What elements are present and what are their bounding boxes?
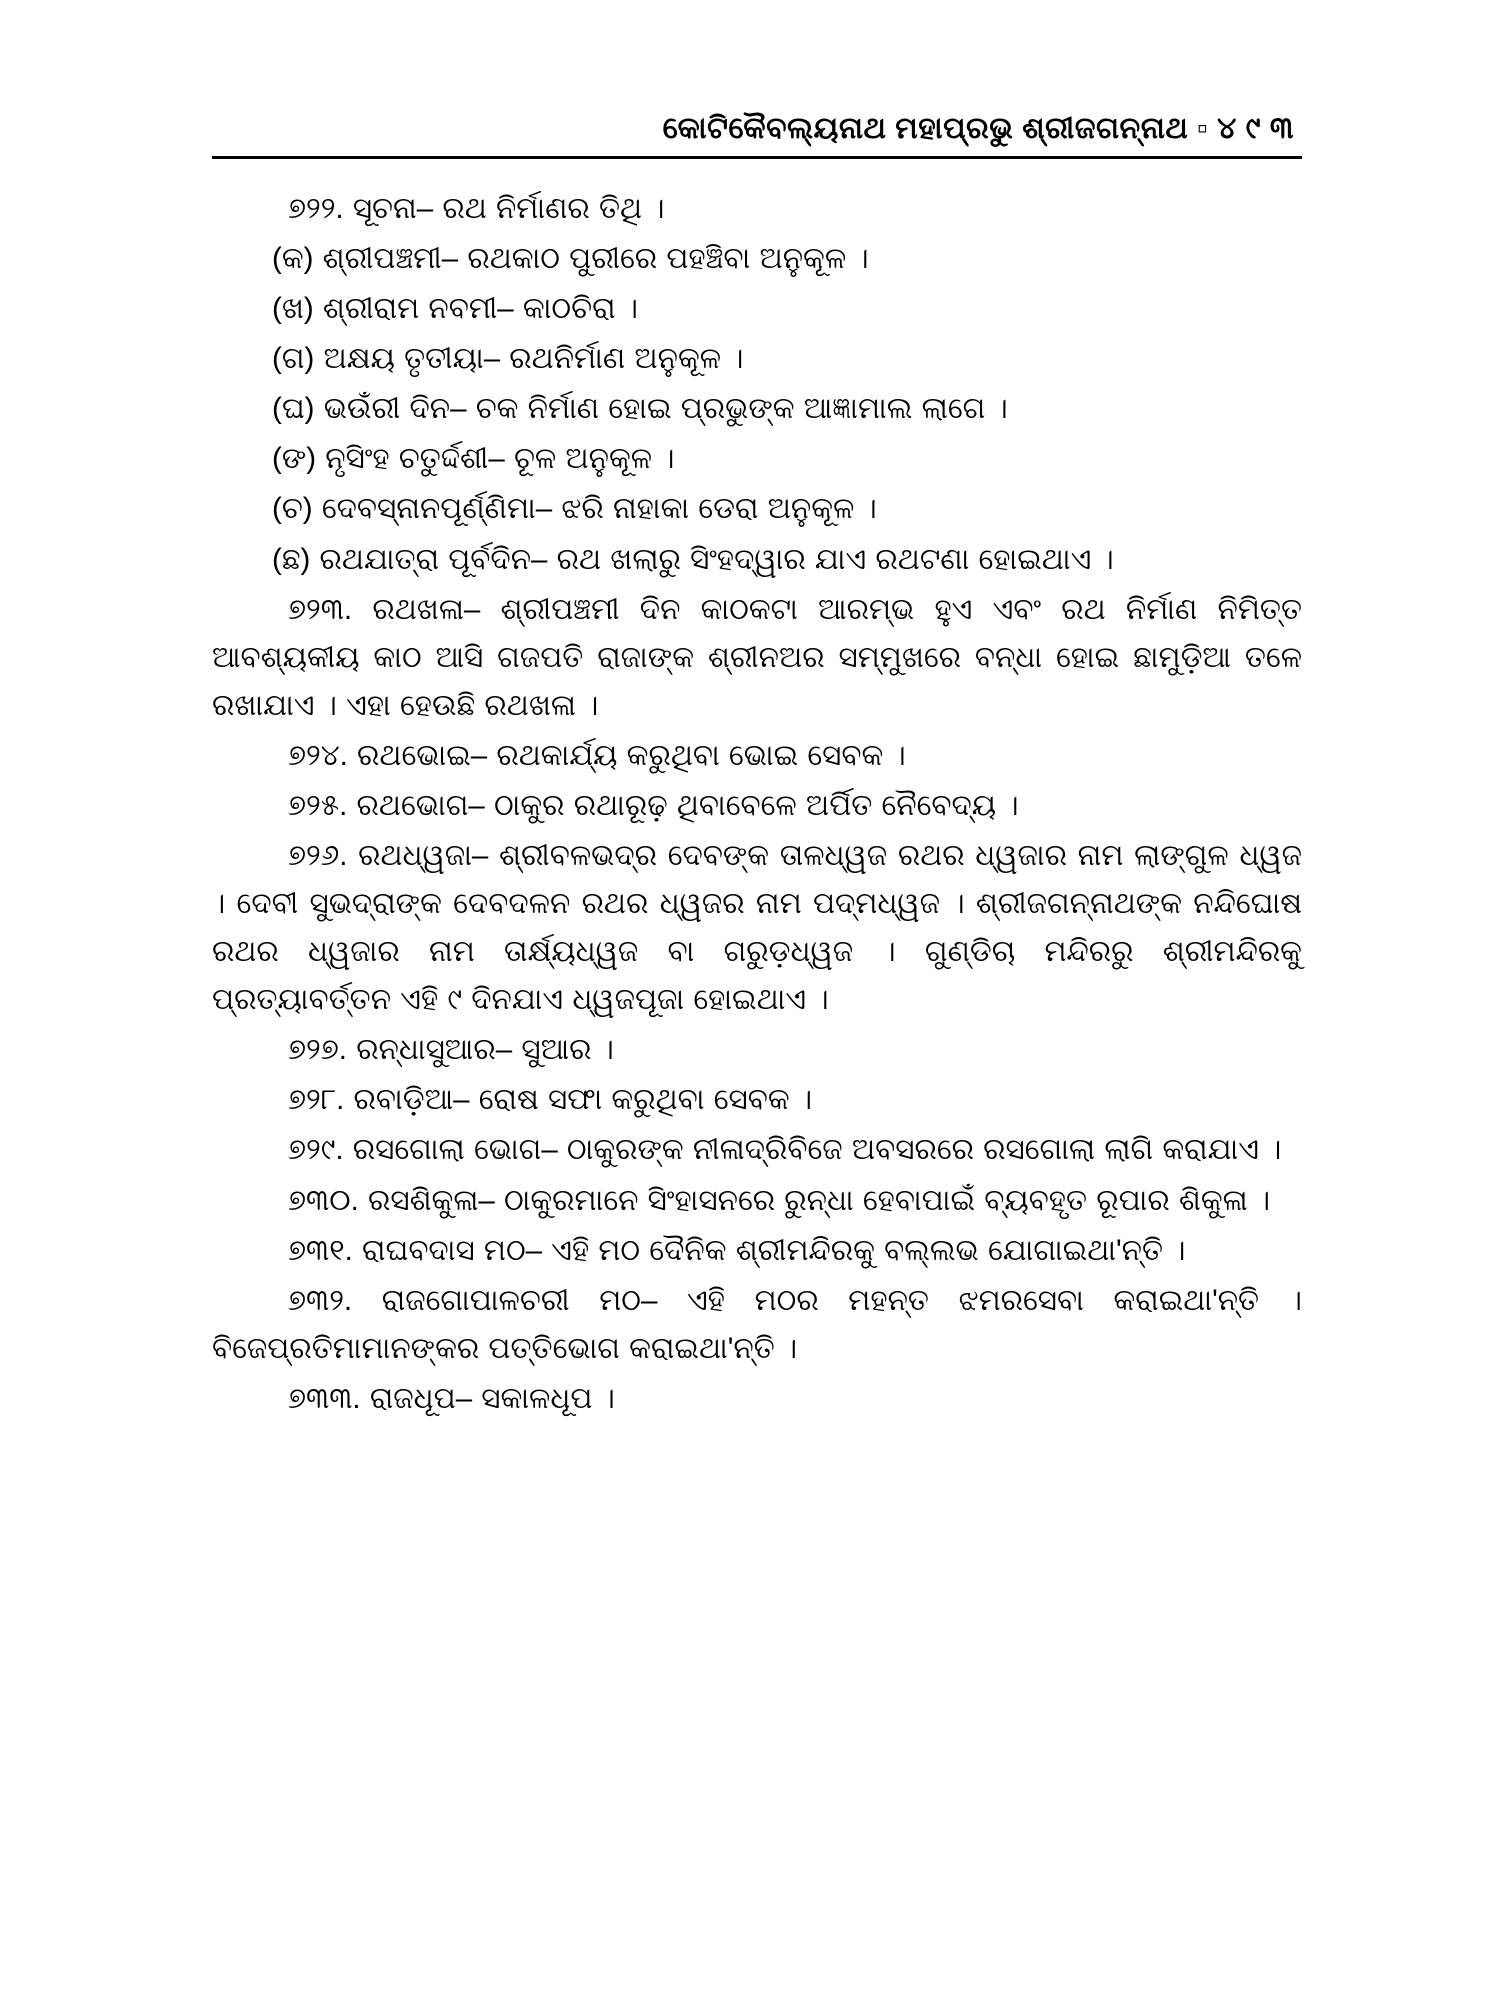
paragraph: ୭୨୯. ରସଗୋଲା ଭୋଗ– ଠାକୁରଙ୍କ ନୀଳାଦ୍ରିବିଜେ ଅବସରରେ ରସଗୋଲା ଲାଗି କରାଯାଏ । — [288, 1133, 1282, 1167]
page-content — [212, 112, 1302, 1425]
paragraph: ୭୨୮. ରବାଡ଼ିଆ– ରୋଷ ସଫା କରୁଥିବା ସେବକ । — [288, 1083, 813, 1117]
page-header: କୋଟିକୈବଲ୍ୟନାଥ ମହାପ୍ରଭୁ ଶ୍ରୀଜଗନ୍ନାଥ ▫ ୪ ୯ ୩ — [662, 112, 1294, 145]
paragraph: (ଚ) ଦେବସ୍ନାନପୂର୍ଣ୍ଣିମା– ଝରି ନାହାକା ଡେରା ଅନୁକୂଳ । — [272, 492, 877, 526]
paragraph: ୭୩୩. ରାଜଧୂପ– ସକାଳଧୂପ । — [288, 1381, 615, 1415]
paragraph: ୭୨୭. ରନ୍ଧାସୁଆର– ସୁଆର । — [288, 1033, 614, 1067]
paragraph: ୭୨୪. ରଥଭୋଇ– ରଥକାର୍ଯ୍ୟ କରୁଥିବା ଭୋଇ ସେବକ । — [288, 738, 906, 772]
paragraph: ୭୩୨. ରାଜଗୋପାଳଚରୀ ମଠ– ଏହି ମଠର ମହନ୍ତ ଝମରସେବା କରାଇଥା'ନ୍ତି । ବିଜେପ୍ରତିମାମାନଙ୍କର ପତ୍ତିଭୋଗ କରାଇଥା'ନ୍ତି । — [212, 1283, 1302, 1365]
paragraph: ୭୨୨. ସୂଚନା– ରଥ ନିର୍ମାଣର ତିଥି । — [288, 192, 665, 225]
paragraph: ୭୨୬. ରଥଧ୍ୱଜା– ଶ୍ରୀବଳଭଦ୍ର ଦେବଙ୍କ ତାଳଧ୍ୱଜ ରଥର ଧ୍ୱଜାର ନାମ ଲାଙ୍ଗୁଳ ଧ୍ୱଜ । ଦେବୀ ସୁଭଦ୍ରାଙ୍କ ଦେବଦଳନ ରଥର ଧ୍ୱଜର ନାମ ପଦ୍ମଧ୍ୱଜ । ଶ୍ରୀଜଗନ୍ନାଥଙ୍କ ନନ୍ଦିଘୋଷ ରଥର ଧ୍ୱଜାର ନାମ ତାର୍କ୍ଷ୍ୟଧ୍ୱଜ ବା ଗରୁଡ଼ଧ୍ୱଜ । ଗୁଣ୍ଡିଚା ମନ୍ଦିରରୁ ଶ୍ରୀମନ୍ଦିରକୁ ପ୍ରତ୍ୟାବର୍ତ୍ତନ ଏହି ୯ ଦିନଯାଏ ଧ୍ୱଜପୂଜା ହୋଇଥାଏ । — [212, 839, 1302, 1017]
paragraph: ୭୨୫. ରଥଭୋଗ– ଠାକୁର ରଥାରୂଢ଼ ଥିବାବେଳେ ଅର୍ପିତ ନୈବେଦ୍ୟ । — [288, 788, 1019, 822]
paragraph: (ଗ) ଅକ୍ଷୟ ତୃତୀୟା– ରଥନିର୍ମାଣ ଅନୁକୂଳ । — [272, 342, 744, 376]
paragraph: ୭୩୦. ରସଶିକୁଳା– ଠାକୁରମାନେ ସିଂହାସନରେ ରୁନ୍ଧା ହେବାପାଇଁ ବ୍ୟବହୃତ ରୂପାର ଶିକୁଳା । — [288, 1183, 1271, 1217]
paragraph: ୭୨୩. ରଥଖଳା– ଶ୍ରୀପଞ୍ଚମୀ ଦିନ କାଠକଟା ଆରମ୍ଭ ହୁଏ ଏବଂ ରଥ ନିର୍ମାଣ ନିମିତ୍ତ ଆବଶ୍ୟକୀୟ କାଠ ଆସି ଗଜପତି ରାଜାଙ୍କ ଶ୍ରୀନଅର ସମ୍ମୁଖରେ ବନ୍ଧା ହୋଇ ଛାମୁଡ଼ିଆ ତଳେ ରଖାଯାଏ । ଏହା ହେଉଛି ରଥଖଳା । — [212, 592, 1302, 722]
paragraph: (ଘ) ଭଉଁରୀ ଦିନ– ଚକ ନିର୍ମାଣ ହୋଇ ପ୍ରଭୁଙ୍କ ଆଜ୍ଞାମାଲ ଲାଗେ । — [272, 392, 1008, 426]
paragraph: ୭୩୧. ରାଘବଦାସ ମଠ– ଏହି ମଠ ଦୈନିକ ଶ୍ରୀମନ୍ଦିରକୁ ବଲ୍ଲଭ ଯୋଗାଇଥା'ନ୍ତି । — [288, 1233, 1186, 1267]
paragraph: (କ) ଶ୍ରୀପଞ୍ଚମୀ– ରଥକାଠ ପୁରୀରେ ପହଞ୍ଚିବା ଅନୁକୂଳ । — [272, 242, 869, 276]
body-text — [212, 185, 1302, 1423]
paragraph: (ଖ) ଶ୍ରୀରାମ ନବମୀ– କାଠଚିରା । — [272, 292, 639, 326]
paragraph: (ଙ) ନୃସିଂହ ଚତୁର୍ଦ୍ଦଶୀ– ଚୂଳ ଅନୁକୂଳ । — [272, 442, 675, 476]
header-rule — [212, 156, 1302, 159]
paragraph: (ଛ) ରଥଯାତ୍ରା ପୂର୍ବଦିନ– ରଥ ଖଲାରୁ ସିଂହଦ୍ୱାର ଯାଏ ରଥଟଣା ହୋଇଥାଏ । — [272, 542, 1114, 576]
